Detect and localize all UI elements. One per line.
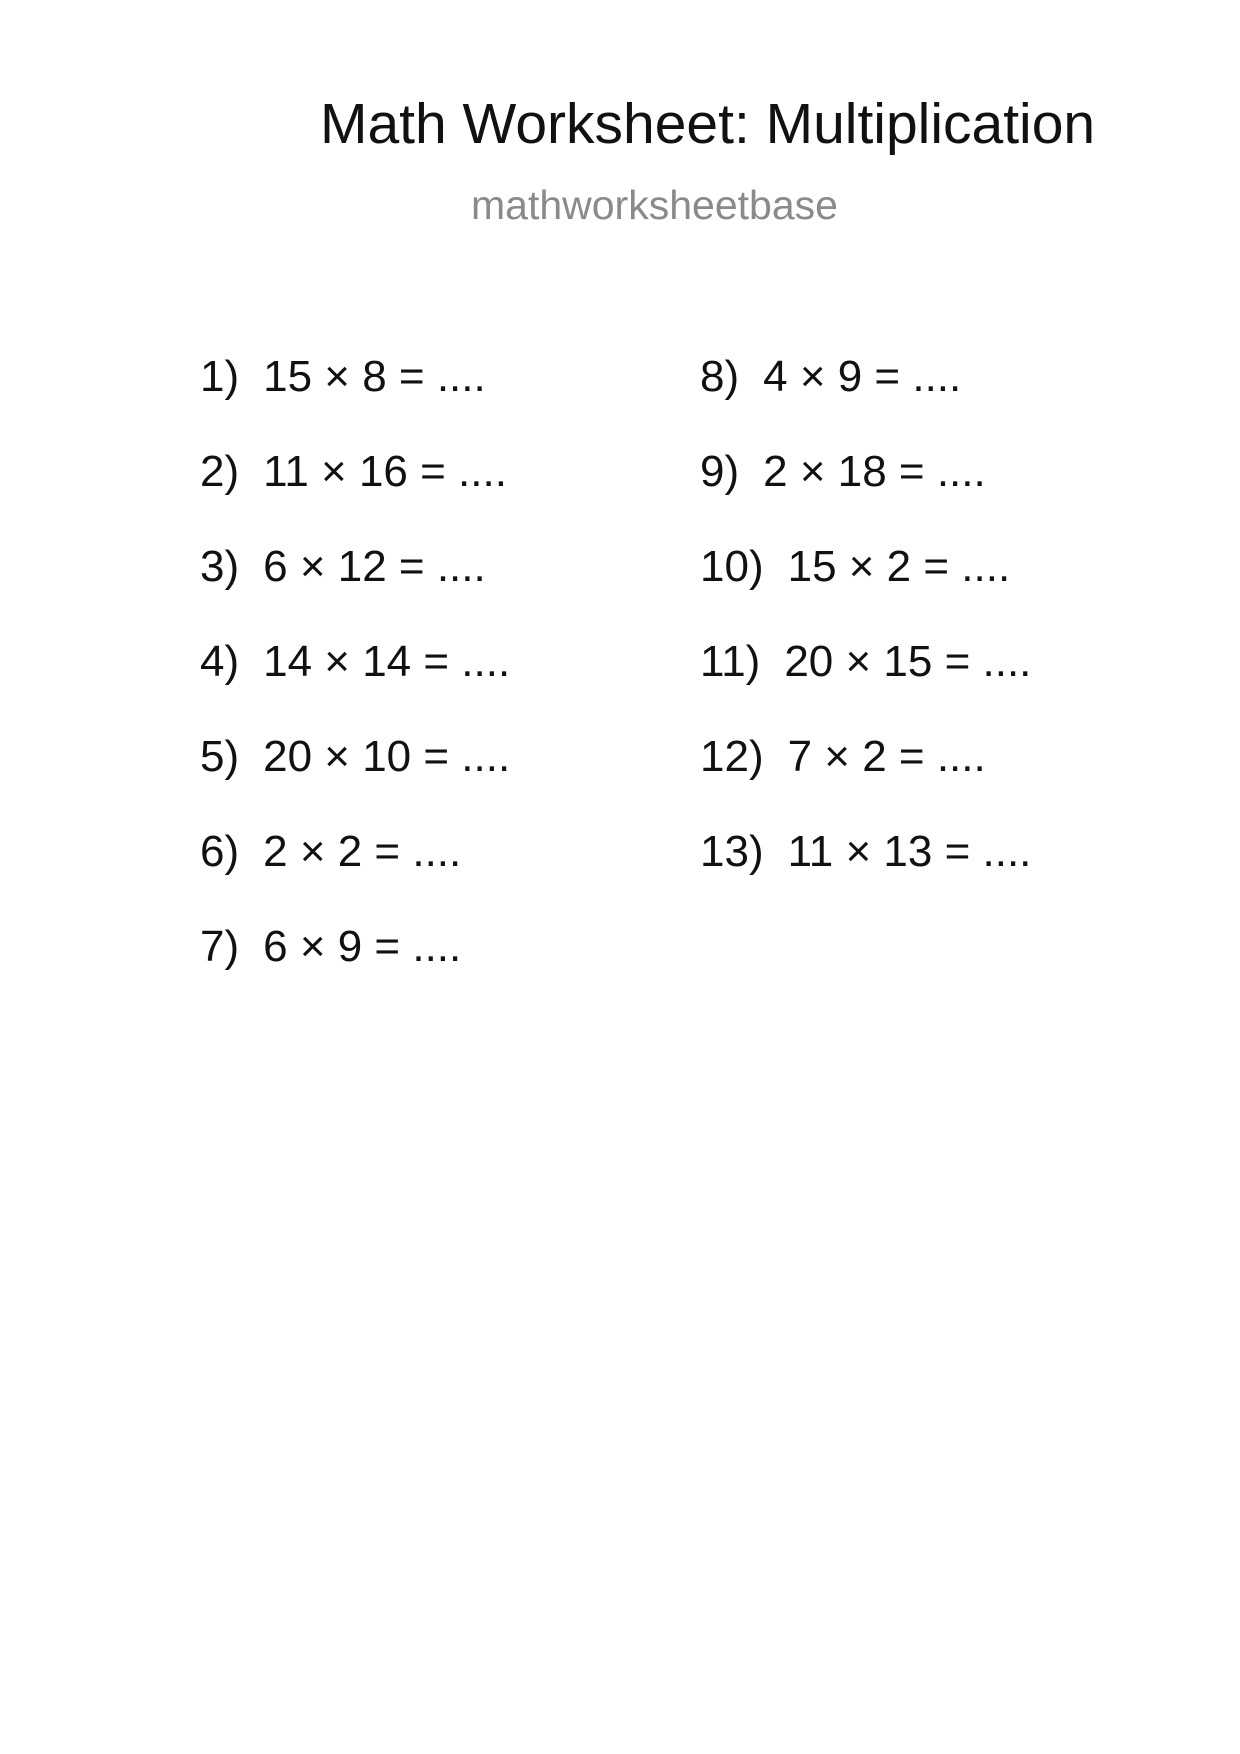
problem-item [200,922,510,1020]
problem-item [200,827,510,925]
problem-expression: 7 × 2 = .... [787,732,986,781]
problem-number: 4) [200,637,240,686]
problem-item [700,637,1032,735]
problem-expression: 4 × 9 = .... [763,352,962,401]
problem-number: 2) [200,447,240,496]
problem-expression: 20 × 10 = .... [263,732,511,781]
problem-item [200,542,510,640]
problem-number: 12) [700,732,764,781]
problem-number: 8) [700,352,740,401]
problem-item [700,352,1031,450]
page-subtitle: mathworksheetbase [471,182,838,228]
problem-number: 6) [200,827,240,876]
problem-number: 13) [700,827,764,876]
problem-item [200,447,510,545]
problem-number: 9) [700,447,740,496]
problem-expression: 11 × 16 = .... [263,447,507,496]
page-title: Math Worksheet: Multiplication [320,92,1096,156]
problem-number: 10) [700,542,764,591]
problem-number: 1) [200,352,240,401]
problem-column-left [200,352,511,1020]
problem-item [700,732,1031,830]
problem-expression: 6 × 9 = .... [263,922,462,971]
problem-item [700,542,1031,640]
problem-item [200,732,511,830]
problem-number: 7) [200,922,240,971]
problem-number: 11) [700,637,761,686]
problem-item [200,352,510,450]
problem-expression: 15 × 2 = .... [787,542,1011,591]
problem-column-right [700,352,1032,925]
problem-expression: 11 × 13 = .... [787,827,1032,876]
problem-expression: 6 × 12 = .... [263,542,486,591]
problem-number: 5) [200,732,240,781]
problem-expression: 2 × 18 = .... [763,447,986,496]
problem-item [200,637,511,735]
problem-expression: 15 × 8 = .... [263,352,486,401]
problem-expression: 2 × 2 = .... [263,827,462,876]
problem-item [700,827,1032,925]
problem-number: 3) [200,542,240,591]
problem-expression: 20 × 15 = .... [784,637,1032,686]
problem-expression: 14 × 14 = .... [263,637,511,686]
problem-item [700,447,1031,545]
